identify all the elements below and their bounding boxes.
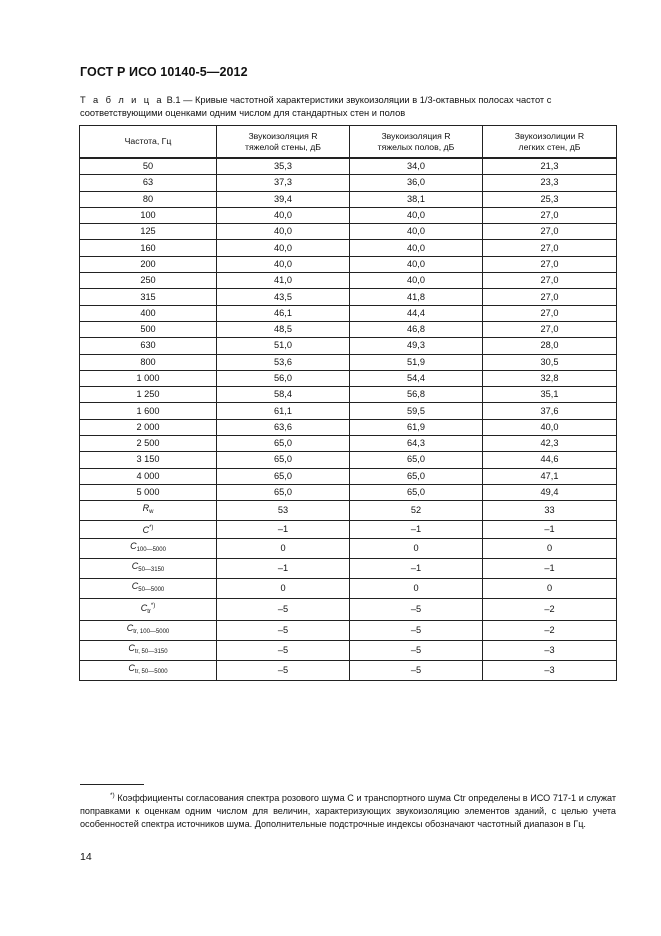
- frequency-cell: 3 150: [80, 452, 217, 468]
- frequency-cell: 2 000: [80, 419, 217, 435]
- value-cell: 41,0: [217, 273, 350, 289]
- value-cell: 51,9: [350, 354, 483, 370]
- table-row: [80, 338, 617, 354]
- table-row: [80, 321, 617, 337]
- value-cell: 47,1: [483, 468, 617, 484]
- value-cell: 63,6: [217, 419, 350, 435]
- index-value-cell: –3: [483, 661, 617, 681]
- index-value-cell: 0: [483, 579, 617, 599]
- frequency-cell: 1 000: [80, 370, 217, 386]
- value-cell: 65,0: [217, 468, 350, 484]
- table-row: [80, 305, 617, 321]
- header-heavy-floor: [350, 126, 483, 159]
- value-cell: 28,0: [483, 338, 617, 354]
- footnote-text: Коэффициенты согласования спектра розового шума C и транспортного шума Ctr определены в ИСО 717-1 и служат поправками к оценкам одним числом для величин, характеризующих звукоизоляцию элементов зданий, с целью учета особенностей спектра источников шума. Дополнительные подстрочные индексы обозначают частотный диапазон в Гц.: [80, 793, 616, 830]
- index-label-cell: [80, 521, 217, 539]
- table-row: [80, 240, 617, 256]
- value-cell: 58,4: [217, 387, 350, 403]
- frequency-cell: 160: [80, 240, 217, 256]
- value-cell: 56,0: [217, 370, 350, 386]
- index-subscript: 100—5000: [136, 547, 166, 554]
- index-value-cell: 0: [483, 539, 617, 559]
- frequency-cell: 1 250: [80, 387, 217, 403]
- index-label-cell: [80, 539, 217, 559]
- index-symbol: C: [131, 561, 139, 572]
- value-cell: 65,0: [217, 484, 350, 500]
- index-row: [80, 621, 617, 641]
- index-value-cell: –5: [217, 599, 350, 621]
- index-symbol: C: [126, 623, 134, 634]
- index-subscript: w: [149, 509, 154, 516]
- frequency-cell: 630: [80, 338, 217, 354]
- footnote-marker: *): [110, 792, 115, 799]
- value-cell: 40,0: [350, 273, 483, 289]
- value-cell: 27,0: [483, 321, 617, 337]
- header-frequency-label: Частота, Гц: [124, 136, 172, 146]
- value-cell: 41,8: [350, 289, 483, 305]
- value-cell: 25,3: [483, 191, 617, 207]
- index-symbol: R: [142, 503, 150, 514]
- value-cell: 30,5: [483, 354, 617, 370]
- header-heavy-wall: [217, 126, 350, 159]
- value-cell: 49,3: [350, 338, 483, 354]
- index-value-cell: 0: [350, 539, 483, 559]
- index-value-cell: –1: [217, 559, 350, 579]
- index-footnote-mark: *): [150, 603, 156, 610]
- value-cell: 46,1: [217, 305, 350, 321]
- value-cell: 27,0: [483, 305, 617, 321]
- value-cell: 65,0: [217, 436, 350, 452]
- header-light-wall: [483, 126, 617, 159]
- value-cell: 40,0: [350, 224, 483, 240]
- value-cell: 27,0: [483, 207, 617, 223]
- value-cell: 56,8: [350, 387, 483, 403]
- index-subscript: tr, 100—5000: [133, 629, 170, 636]
- value-cell: 27,0: [483, 289, 617, 305]
- frequency-cell: 80: [80, 191, 217, 207]
- value-cell: 37,6: [483, 403, 617, 419]
- value-cell: 65,0: [350, 452, 483, 468]
- frequency-cell: 800: [80, 354, 217, 370]
- index-value-cell: –2: [483, 621, 617, 641]
- table-row: [80, 403, 617, 419]
- index-value-cell: –1: [217, 521, 350, 539]
- value-cell: 35,1: [483, 387, 617, 403]
- table-row: [80, 224, 617, 240]
- index-value-cell: –2: [483, 599, 617, 621]
- value-cell: 44,4: [350, 305, 483, 321]
- value-cell: 42,3: [483, 436, 617, 452]
- header-heavy-floor-line2: тяжелых полов, дБ: [377, 141, 455, 152]
- value-cell: 40,0: [350, 256, 483, 272]
- value-cell: 39,4: [217, 191, 350, 207]
- frequency-cell: 5 000: [80, 484, 217, 500]
- index-subscript: 50—3150: [138, 567, 165, 574]
- value-cell: 40,0: [217, 240, 350, 256]
- index-subscript: tr, 50—3150: [134, 649, 168, 656]
- table-header-row: [80, 126, 617, 159]
- value-cell: 46,8: [350, 321, 483, 337]
- index-row: [80, 539, 617, 559]
- index-value-cell: –5: [350, 599, 483, 621]
- value-cell: 65,0: [350, 484, 483, 500]
- frequency-cell: 315: [80, 289, 217, 305]
- index-value-cell: –1: [483, 521, 617, 539]
- header-light-wall-line2: легких стен, дБ: [518, 141, 581, 152]
- value-cell: 40,0: [217, 207, 350, 223]
- index-row: [80, 579, 617, 599]
- value-cell: 51,0: [217, 338, 350, 354]
- frequency-cell: 4 000: [80, 468, 217, 484]
- value-cell: 37,3: [217, 175, 350, 191]
- table-body: [80, 158, 617, 681]
- index-label-cell: [80, 621, 217, 641]
- frequency-cell: 50: [80, 158, 217, 175]
- value-cell: 38,1: [350, 191, 483, 207]
- value-cell: 40,0: [350, 207, 483, 223]
- index-value-cell: –5: [350, 661, 483, 681]
- header-heavy-floor-line1: Звукоизоляция R: [381, 130, 451, 141]
- value-cell: 54,4: [350, 370, 483, 386]
- index-value-cell: 53: [217, 501, 350, 521]
- table-row: [80, 273, 617, 289]
- index-label-cell: [80, 559, 217, 579]
- frequency-cell: 200: [80, 256, 217, 272]
- frequency-cell: 1 600: [80, 403, 217, 419]
- index-value-cell: –5: [217, 661, 350, 681]
- value-cell: 40,0: [350, 240, 483, 256]
- index-label-cell: [80, 641, 217, 661]
- index-label-cell: [80, 599, 217, 621]
- value-cell: 23,3: [483, 175, 617, 191]
- frequency-cell: 63: [80, 175, 217, 191]
- index-label-cell: [80, 661, 217, 681]
- index-value-cell: –5: [217, 641, 350, 661]
- value-cell: 27,0: [483, 256, 617, 272]
- index-value-cell: –3: [483, 641, 617, 661]
- value-cell: 43,5: [217, 289, 350, 305]
- table-row: [80, 289, 617, 305]
- index-value-cell: –1: [350, 521, 483, 539]
- frequency-cell: 125: [80, 224, 217, 240]
- value-cell: 32,8: [483, 370, 617, 386]
- value-cell: 48,5: [217, 321, 350, 337]
- value-cell: 40,0: [217, 256, 350, 272]
- value-cell: 53,6: [217, 354, 350, 370]
- value-cell: 61,1: [217, 403, 350, 419]
- frequency-cell: 100: [80, 207, 217, 223]
- index-subscript: 50—5000: [138, 587, 165, 594]
- table-row: [80, 354, 617, 370]
- index-row: [80, 661, 617, 681]
- index-value-cell: 33: [483, 501, 617, 521]
- value-cell: 65,0: [217, 452, 350, 468]
- table-row: [80, 256, 617, 272]
- index-row: [80, 521, 617, 539]
- table-row: [80, 370, 617, 386]
- frequency-cell: 400: [80, 305, 217, 321]
- index-symbol: C: [128, 643, 135, 654]
- index-value-cell: –1: [350, 559, 483, 579]
- value-cell: 61,9: [350, 419, 483, 435]
- table-row: [80, 436, 617, 452]
- document-header: ГОСТ Р ИСО 10140-5—2012: [80, 65, 248, 79]
- table-row: [80, 207, 617, 223]
- value-cell: 27,0: [483, 240, 617, 256]
- value-cell: 27,0: [483, 273, 617, 289]
- value-cell: 21,3: [483, 158, 617, 175]
- index-symbol: C: [131, 581, 139, 592]
- index-subscript: tr, 50—5000: [134, 669, 168, 676]
- page-number: 14: [80, 851, 92, 863]
- index-symbol: C: [142, 525, 150, 536]
- index-label-cell: [80, 501, 217, 521]
- index-value-cell: 0: [350, 579, 483, 599]
- value-cell: 64,3: [350, 436, 483, 452]
- index-row: [80, 559, 617, 579]
- header-heavy-wall-line1: Звукоизоляция R: [248, 130, 318, 141]
- table-row: [80, 452, 617, 468]
- index-value-cell: –5: [350, 641, 483, 661]
- value-cell: 34,0: [350, 158, 483, 175]
- table-row: [80, 419, 617, 435]
- index-row: [80, 501, 617, 521]
- index-footnote-mark: *): [149, 525, 154, 532]
- value-cell: 35,3: [217, 158, 350, 175]
- value-cell: 36,0: [350, 175, 483, 191]
- footnote-divider: [80, 784, 144, 785]
- index-row: [80, 641, 617, 661]
- value-cell: 44,6: [483, 452, 617, 468]
- table-row: [80, 468, 617, 484]
- index-symbol: C: [128, 663, 135, 674]
- caption-prefix: Т а б л и ц а: [80, 95, 164, 105]
- value-cell: 49,4: [483, 484, 617, 500]
- caption-text: В.1 — Кривые частотной характеристики звукоизоляции в 1/3-октавных полосах частот с соответствующими оценками одним числом для стандартных стен и полов: [80, 95, 552, 118]
- index-value-cell: 0: [217, 579, 350, 599]
- index-subscript: tr: [147, 609, 151, 616]
- footnote: [80, 789, 616, 831]
- value-cell: 40,0: [483, 419, 617, 435]
- value-cell: 40,0: [217, 224, 350, 240]
- frequency-cell: 2 500: [80, 436, 217, 452]
- value-cell: 65,0: [350, 468, 483, 484]
- table-row: [80, 484, 617, 500]
- value-cell: 59,5: [350, 403, 483, 419]
- table-row: [80, 191, 617, 207]
- index-value-cell: –5: [350, 621, 483, 641]
- header-light-wall-line1: Звукоизолиции R: [514, 130, 585, 141]
- table-caption: [80, 94, 616, 119]
- index-value-cell: –5: [217, 621, 350, 641]
- table-row: [80, 158, 617, 175]
- index-value-cell: –1: [483, 559, 617, 579]
- index-value-cell: 52: [350, 501, 483, 521]
- index-symbol: C: [130, 541, 137, 552]
- index-symbol: C: [140, 603, 148, 614]
- table-row: [80, 387, 617, 403]
- header-frequency: [80, 126, 217, 159]
- value-cell: 27,0: [483, 224, 617, 240]
- sound-insulation-table: [79, 125, 617, 681]
- header-heavy-wall-line2: тяжелой стены, дБ: [245, 141, 321, 152]
- index-row: [80, 599, 617, 621]
- frequency-cell: 500: [80, 321, 217, 337]
- table-row: [80, 175, 617, 191]
- frequency-cell: 250: [80, 273, 217, 289]
- index-label-cell: [80, 579, 217, 599]
- index-value-cell: 0: [217, 539, 350, 559]
